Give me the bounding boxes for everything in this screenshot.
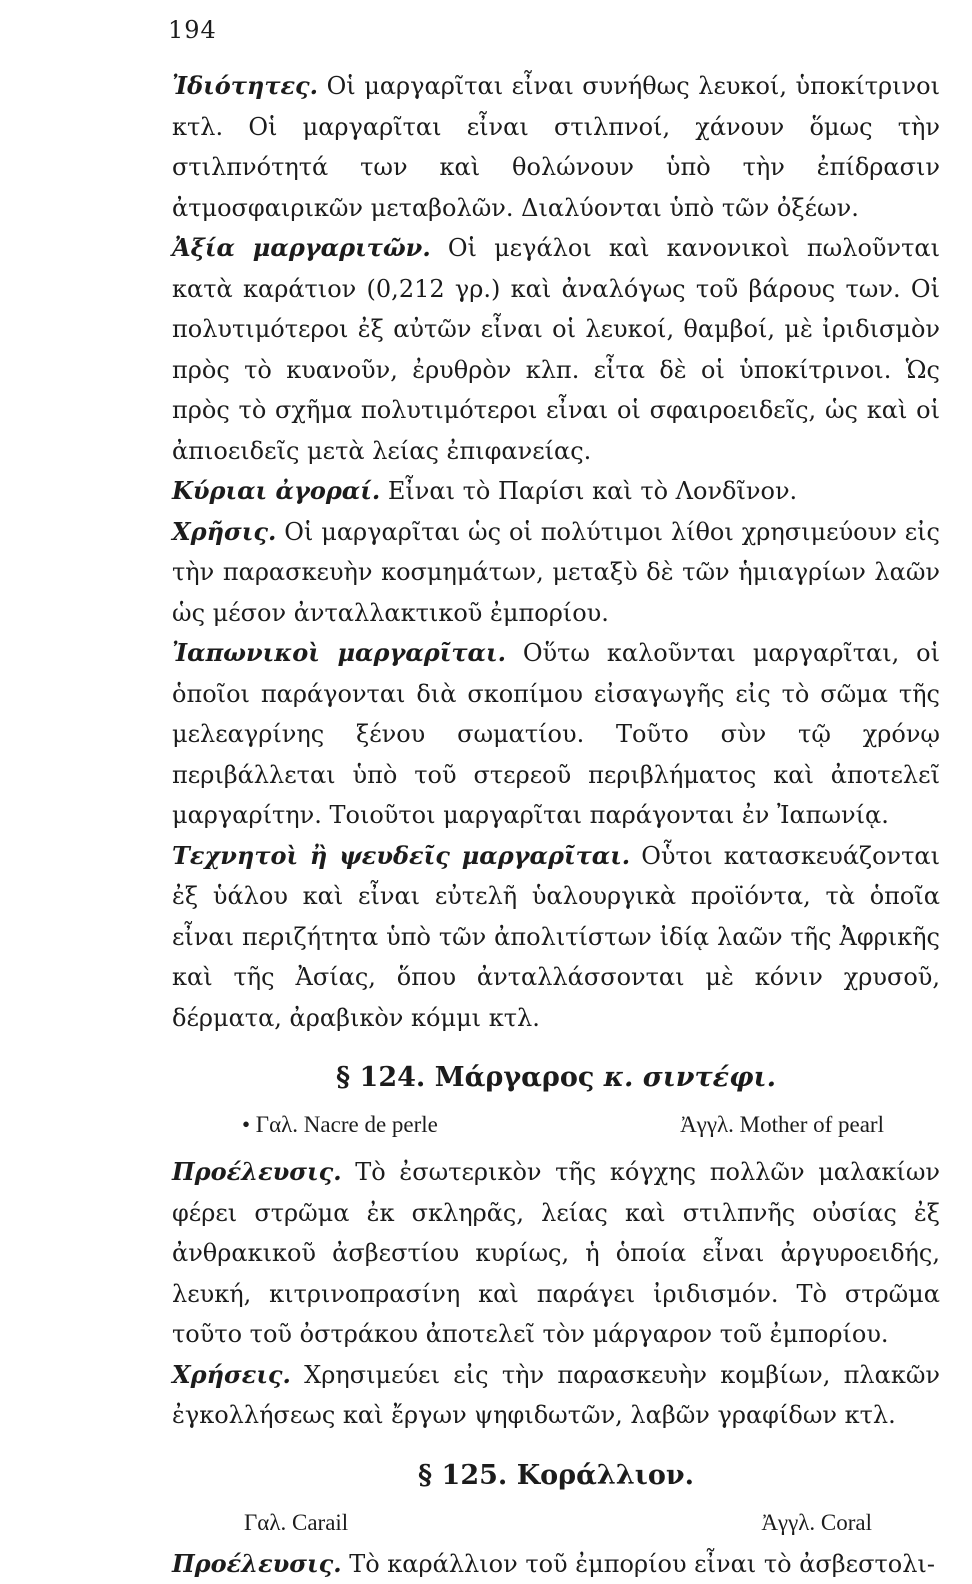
- english-name: Ἀγγλ. Coral: [761, 1504, 872, 1542]
- paragraph-term: Χρήσεις.: [172, 1360, 291, 1389]
- section-alt-name: κ. σιντέφι.: [604, 1062, 776, 1093]
- translations-124: [172, 1106, 940, 1144]
- section-number: § 124.: [336, 1062, 425, 1093]
- paragraph-text: Οἱ μαργαρῖται ὡς οἱ πολύτιμοι λίθοι χρησιμεύουν εἰς τὴν παρασκευὴν κοσμημάτων, μεταξὺ δὲ τῶν ἡμιαγρίων λαῶν ὡς μέσον ἀνταλλακτικοῦ ἐμπορίου.: [172, 518, 940, 627]
- section-name: Κοράλλιον.: [517, 1460, 694, 1491]
- paragraph-japanese-pearls: [172, 633, 940, 836]
- paragraph-properties: [172, 66, 940, 228]
- paragraph-origin-nacre: [172, 1152, 940, 1355]
- paragraph-term: Ἰαπωνικοὶ μαργαρῖται.: [172, 638, 506, 667]
- section-name: Μάργαρος: [435, 1062, 595, 1093]
- paragraph-text: Εἶναι τὸ Παρίσι καὶ τὸ Λονδῖνον.: [380, 477, 797, 505]
- paragraph-text: Τὸ ἐσωτερικὸν τῆς κόγχης πολλῶν μαλακίων φέρει στρῶμα ἐκ σκληρᾶς, λείας καὶ στιλπνῆς οὐσίας ἐξ ἀνθρακικοῦ ἀσβεστίου κυρίως, ἡ ὁποία εἶναι ἀργυροειδής, λευκή, κιτρινοπρασίνη καὶ παράγει ἰριδισμόν. Τὸ στρῶμα τοῦτο τοῦ ὀστράκου ἀποτελεῖ τὸν μάργαρον τοῦ ἐμπορίου.: [172, 1158, 940, 1348]
- french-name: • Γαλ. Nacre de perle: [242, 1106, 438, 1144]
- page-number: 194: [168, 16, 217, 44]
- french-name: Γαλ. Carail: [244, 1504, 348, 1542]
- paragraph-text: Χρησιμεύει εἰς τὴν παρασκευὴν κομβίων, πλακῶν ἐγκολλήσεως καὶ ἔργων ψηφιδωτῶν, λαβῶν γραφίδων κτλ.: [172, 1361, 940, 1430]
- paragraph-term: Ἰδιότητες.: [172, 71, 318, 100]
- paragraph-term: Ἀξία μαργαριτῶν.: [172, 233, 431, 262]
- page-body: [172, 66, 940, 1584]
- paragraph-uses-nacre: [172, 1355, 940, 1436]
- translations-125: [172, 1504, 940, 1542]
- paragraph-main-markets: [172, 471, 940, 512]
- paragraph-pearl-value: [172, 228, 940, 471]
- paragraph-text: Οἱ μαργαρῖται εἶναι συνήθως λευκοί, ὑποκίτρινοι κτλ. Οἱ μαργαρῖται εἶναι στιλπνοί, χάνουν ὅμως τὴν στιλπνότητά των καὶ θολώνουν ὑπὸ τὴν ἐπίδρασιν ἀτμοσφαιρικῶν μεταβολῶν. Διαλύονται ὑπὸ τῶν ὀξέων.: [172, 72, 940, 222]
- section-heading-125: [172, 1456, 940, 1496]
- paragraph-term: Κύριαι ἀγοραί.: [172, 476, 380, 505]
- paragraph-term: Χρῆσις.: [172, 517, 276, 546]
- paragraph-term: Προέλευσις.: [172, 1157, 342, 1186]
- paragraph-text: Οὗτοι κατασκευάζονται ἐξ ὑάλου καὶ εἶναι εὐτελῆ ὑαλουργικὰ προϊόντα, τὰ ὁποῖα εἶναι περιζήτητα ὑπὸ τῶν ἀπολιτίστων ἰδίᾳ λαῶν τῆς Ἀφρικῆς καὶ τῆς Ἀσίας, ὅπου ἀνταλλάσσονται μὲ κόνιν χρυσοῦ, δέρματα, ἀραβικὸν κόμμι κτλ.: [172, 842, 940, 1032]
- paragraph-term: Τεχνητοὶ ἢ ψευδεῖς μαργαρῖται.: [172, 841, 630, 870]
- paragraph-text: Οἱ μεγάλοι καὶ κανονικοὶ πωλοῦνται κατὰ καράτιον (0,212 γρ.) καὶ ἀναλόγως τοῦ βάρους των. Οἱ πολυτιμότεροι ἐξ αὐτῶν εἶναι οἱ λευκοί, θαμβοί, μὲ ἰριδισμὸν πρὸς τὸ κυανοῦν, ἐρυθρὸν κλπ. εἶτα δὲ οἱ ὑποκίτρινοι. Ὡς πρὸς τὸ σχῆμα πολυτιμότεροι εἶναι οἱ σφαιροειδεῖς, ὡς καὶ οἱ ἀπιοειδεῖς μετὰ λείας ἐπιφανείας.: [172, 234, 940, 465]
- paragraph-term: Προέλευσις.: [172, 1549, 342, 1578]
- section-number: § 125.: [418, 1460, 507, 1491]
- paragraph-text: Οὕτω καλοῦνται μαργαρῖται, οἱ ὁποῖοι παράγονται διὰ σκοπίμου εἰσαγωγῆς εἰς τὸ σῶμα τῆς μελεαγρίνης ξένου σωματίου. Τοῦτο σὺν τῷ χρόνῳ περιβάλλεται ὑπὸ τοῦ στερεοῦ περιβλήματος καὶ ἀποτελεῖ μαργαρίτην. Τοιοῦτοι μαργαρῖται παράγονται ἐν Ἰαπωνίᾳ.: [172, 639, 940, 829]
- paragraph-text: Τὸ καράλλιον τοῦ ἐμπορίου εἶναι τὸ ἀσβεστολι-: [342, 1550, 935, 1578]
- english-name: Ἀγγλ. Mother of pearl: [680, 1106, 884, 1144]
- paragraph-use: [172, 512, 940, 634]
- paragraph-artificial-pearls: [172, 836, 940, 1039]
- section-heading-124: [172, 1058, 940, 1098]
- paragraph-origin-coral: [172, 1544, 940, 1584]
